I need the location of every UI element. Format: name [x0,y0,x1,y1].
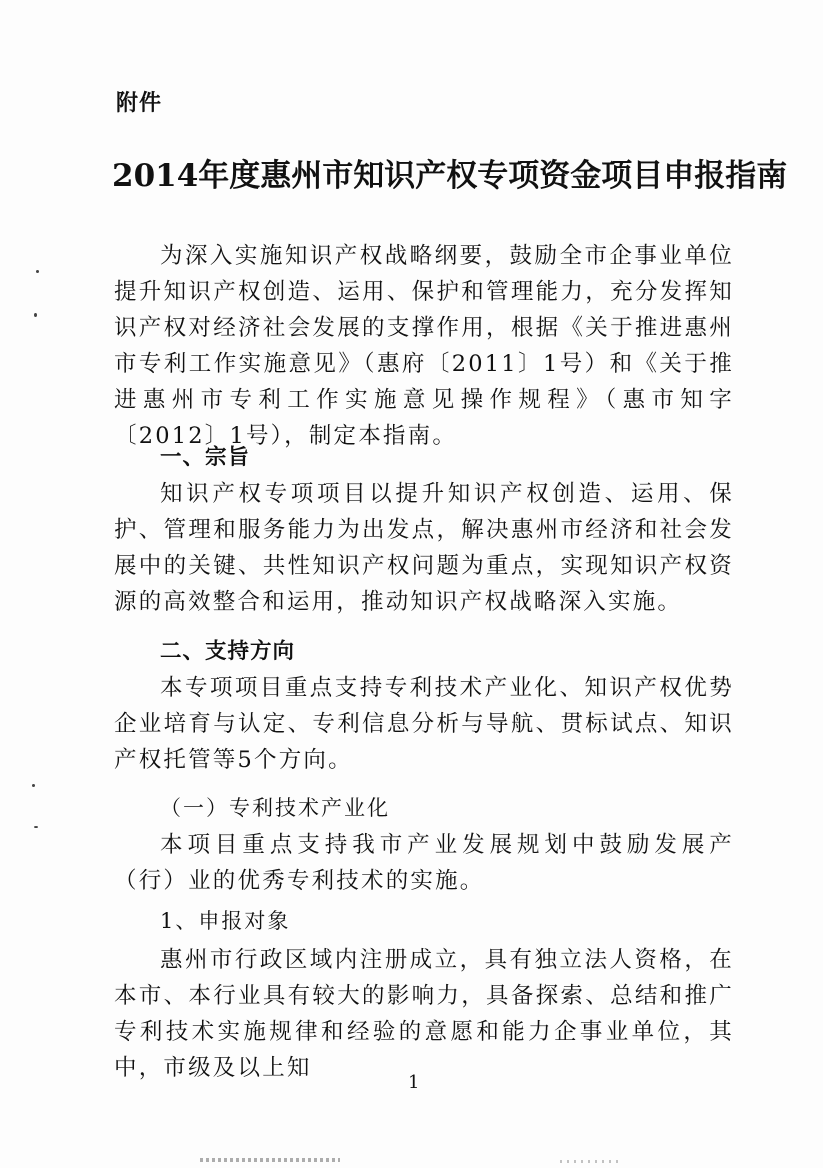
item-heading-applicants: 1、申报对象 [160,909,291,933]
support-paragraph: 本专项项目重点支持专利技术产业化、知识产权优势企业培育与认定、专利信息分析与导航、贯标试点、知识产权托管等5个方向。 [114,675,734,773]
applicants-paragraph: 惠州市行政区域内注册成立，具有独立法人资格，在本市、本行业具有较大的影响力，具备探索、总结和推广专利技术实施规律和经验的意愿和能力企事业单位，其中，市级及以上知 [114,947,734,1081]
page-number: 1 [408,1072,420,1093]
document-title: 2014年度惠州市知识产权专项资金项目申报指南 [112,158,788,194]
purpose-paragraph: 知识产权专项项目以提升知识产权创造、运用、保护、管理和服务能力为出发点，解决惠州市经济和社会发展中的关键、共性知识产权问题为重点，实现知识产权资源的高效整合和运用，推动知识产权战略深入实施。 [114,481,734,615]
scan-speck [34,826,38,828]
section-heading-purpose: 一、宗旨 [160,445,251,470]
patent-industrialization-paragraph: 本项目重点支持我市产业发展规划中鼓励发展产（行）业的优秀专利技术的实施。 [114,832,734,894]
scan-smudge [200,1158,340,1162]
intro-paragraph: 为深入实施知识产权战略纲要，鼓励全市企事业单位提升知识产权创造、运用、保护和管理能力，充分发挥知识产权对经济社会发展的支撑作用，根据《关于推进惠州市专利工作实施意见》（惠府〔2011〕1号）和《关于推进惠州市专利工作实施意见操作规程》（惠市知字〔2012〕1号），制定本指南。 [114,243,734,449]
scan-speck [34,313,37,317]
section-heading-support: 二、支持方向 [160,639,296,664]
scan-smudge [560,1160,620,1163]
attachment-label: 附件 [116,91,163,116]
subsection-heading-patent-industrialization: （一）专利技术产业化 [160,796,390,820]
scan-speck [32,784,35,787]
scan-speck [36,270,39,273]
